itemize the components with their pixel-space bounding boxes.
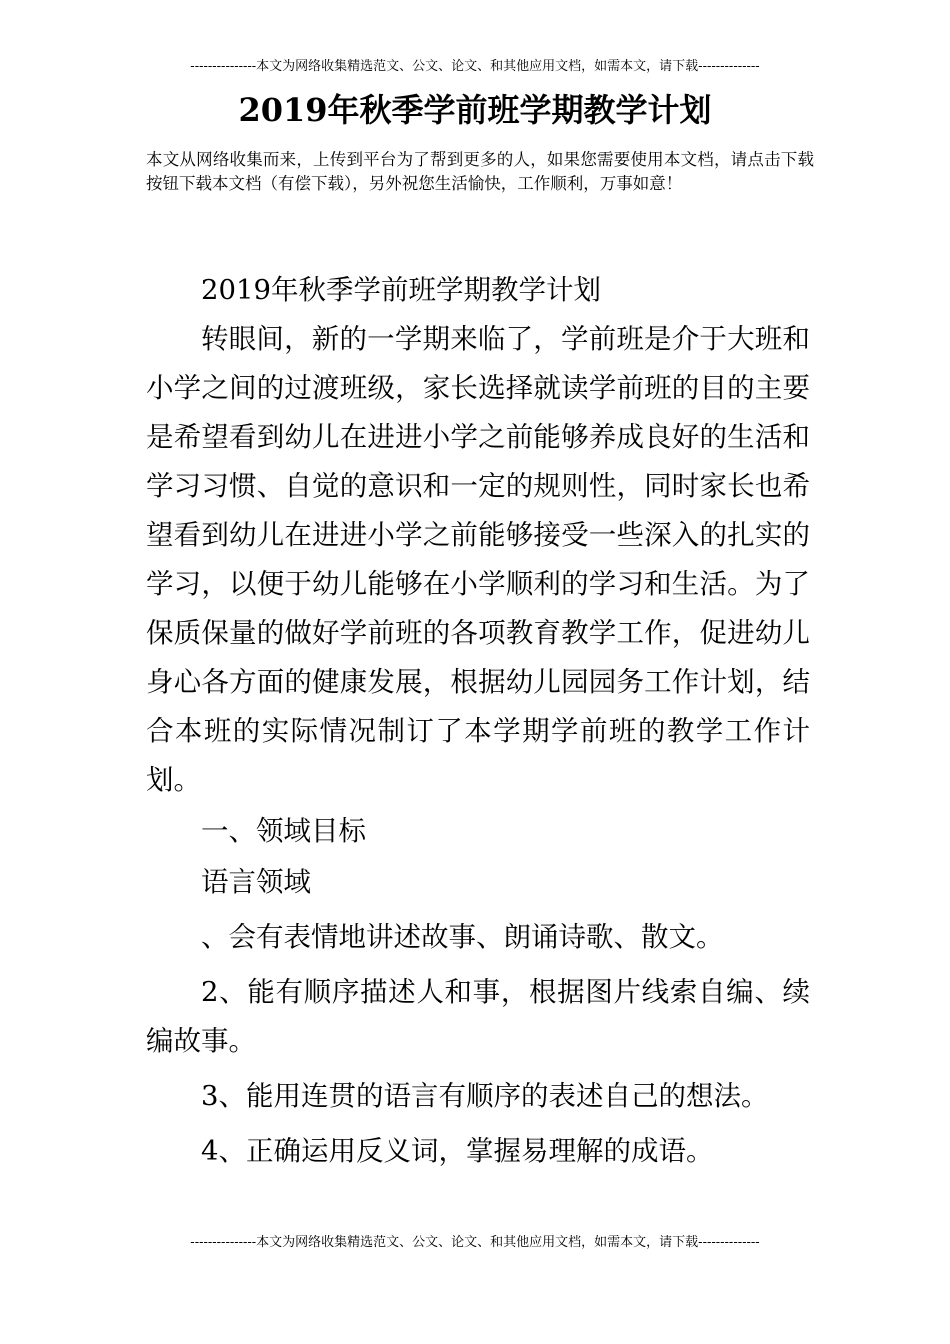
- list-item: 4、正确运用反义词，掌握易理解的成语。: [201, 1135, 714, 1167]
- body-paragraph: 转眼间，新的一学期来临了，学前班是介于大班和小学之间的过渡班级，家长选择就读学前班的目的主要是希望看到幼儿在进进小学之前能够养成良好的生活和学习习惯、自觉的意识和一定的规则性，同时家长也希望看到幼儿在进进小学之前能够接受一些深入的扎实的学习，以便于幼儿能够在小学顺利的学习和生活。为了保质保量的做好学前班的各项教育教学工作，促进幼儿身心各方面的健康发展，根据幼儿园园务工作计划，结合本班的实际情况制订了本学期学前班的教学工作计划。: [146, 323, 810, 796]
- list-item: 、会有表情地讲述故事、朗诵诗歌、散文。: [201, 921, 724, 953]
- section-heading: 一、领域目标: [201, 815, 366, 847]
- intro-notice: 本文从网络收集而来，上传到平台为了帮到更多的人，如果您需要使用本文档，请点击下载按钮下载本文档（有偿下载），另外祝您生活愉快，工作顺利，万事如意！: [146, 150, 814, 193]
- document-body: [146, 266, 810, 1176]
- subsection-heading: 语言领域: [201, 866, 311, 898]
- document-title: 2019年秋季学前班学期教学计划: [238, 91, 712, 129]
- list-item: 2、能有顺序描述人和事，根据图片线索自编、续编故事。: [146, 976, 810, 1057]
- footer-banner: ---------------本文为网络收集精选范文、公文、论文、和其他应用文档，如需本文，请下载--------------: [190, 1235, 760, 1250]
- list-item: 3、能用连贯的语言有顺序的表述自己的想法。: [201, 1080, 769, 1112]
- header-banner: ---------------本文为网络收集精选范文、公文、论文、和其他应用文档，如需本文，请下载--------------: [190, 59, 760, 74]
- body-subtitle: 2019年秋季学前班学期教学计划: [201, 274, 601, 306]
